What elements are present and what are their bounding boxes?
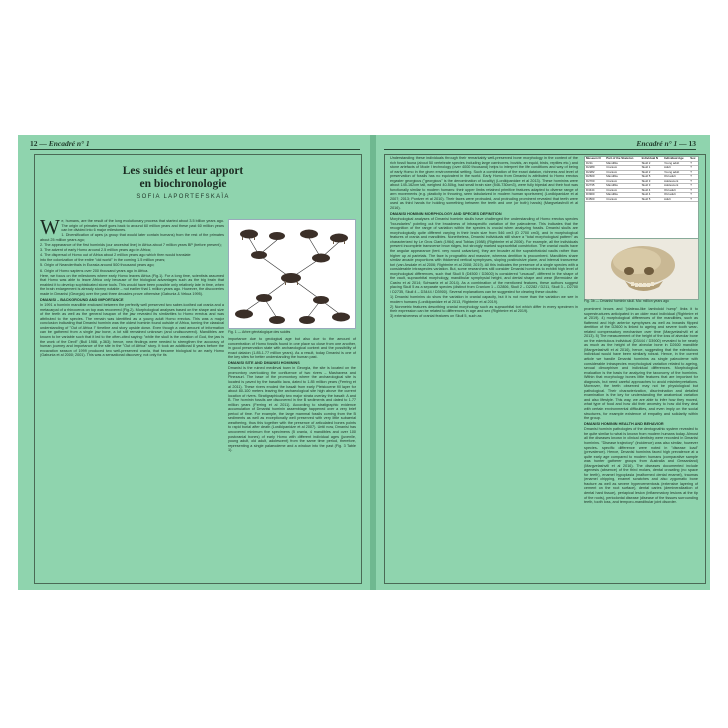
- milestone-item: into the colonization of the entire "old world" in the coming 1.5 million years;: [40, 258, 166, 263]
- right-page: [376, 135, 710, 590]
- table-cell: Mandible: [605, 193, 640, 198]
- right-column-1: [390, 156, 578, 579]
- table-cell: Mandible: [605, 175, 640, 180]
- left-section-label: Encadré n° 1: [48, 139, 90, 148]
- table-cell: Adult: [663, 166, 689, 171]
- paragraph-out-of-africa: Here, we focus on the milestones where early Homo leaves Africa (Fig.1). For a long time, scientists assumed that Homo was able to leave Africa only because of the biological advantages such as the big brain that enabled it to develop sophisticated stone tools. This would have been possible only relatively late in time, when the brain enlargement is already stormy notable – not earlier that 1 million years ago. However, the discoveries made in Dmanisi (Georgia) over the past three decades prove otherwise (Gabunia & Vekua 1995).: [40, 273, 224, 296]
- table-cell: Skull 5: [641, 197, 663, 202]
- explanation-list: [390, 295, 578, 319]
- left-page: [18, 135, 370, 590]
- title-line-2: en biochronologie: [139, 178, 227, 190]
- table-cell: D3444: [585, 188, 605, 193]
- table-cell: Skull 3: [641, 179, 663, 184]
- table-cell: Cranium: [605, 197, 640, 202]
- left-column-1: [40, 219, 224, 579]
- table-cell: Mandible: [605, 161, 640, 166]
- table-cell: Old adult: [663, 175, 689, 180]
- table-cell: Old adult: [663, 188, 689, 193]
- table-cell: Cranium: [605, 170, 640, 175]
- right-column-2: [584, 307, 698, 579]
- heading-morphology: DMANISI HOMININ MORPHOLOGY AND SPECIES DEFINITION: [390, 212, 502, 217]
- table-cell: ?: [689, 188, 698, 193]
- paragraph-site: Dmanisi is the ruined medieval town in Georgia, the site is located on the promontory overlooking the confluence of two rivers – Mashavera and Pinezaurl. The base of the promontory where the archaeological site is located is paved by the basaltic lava, dated to 1.85 million years (Ferring et al 2011). These rivers eroded the basalt from early Pleistocene fill layer for about 80-100 meters leaving the archaeological site high above the current location of rivers. Stratigraphically two major strata overlay the basalt: A and B. The hominin fossils are discovered in the B sediments and dated to 1.77 million years (Ferring et al 2011). According to stratigraphic evidence accumulation of Dmanisi hominin assemblage happened over a very brief period of time. For example, the large mammal fossils coming from the B sediments as well as exceptionally well preserved with very little subaerial weathering, thus this together with the presence of articulated bones points to rapid burial after death (Lordkipanidze et al 2007). Until now, Dmanisi has uncovered minimum five specimens (5 crania, 4 mandibles and over 100 postcranial bones) of early Homo with different individual ages (juvenile, young adult, old adult, adolescent) from the same time period, therefore, representing a single palaeodeme and a window into the past (Fig. 3 Table 1).: [228, 366, 356, 453]
- paragraph-health: Dmanisi hominin pathologies of the dentognathic system revealed to be quite similar to what is known from modern humans today. Almost all the diseases known in clinical dentistry were recorded in Dmanisi hominins. "Disease trajectory" (incidence) was also similar, however species- specific difference were noted in "disease load" (prevalence). Hence, Dmanisi hominins faced high prevalence at a quite early age compared to modern humans (comparative sample was hunter gatherer groups from Australia and Greaanland) (Margvelashvili et al 2016). The diseases documented include agenesis (absence) of the third molars, dental crowding (no space for teeth), enamel hypoplasia (malformed dental enamel), traumas (enamel chipping, enamel scratches and also zygomatic bone fracture as well as severe hypercementosis (extensive layering of cement on the root surface), dental caries (demineralization of dental hard tissue), periapical lesion (inflammatory lesions at the tip of the roots), periodontal disease (disease of the tissues surrounding teeth, tooth loss, and temporo-mandibular joint disorder.: [584, 427, 698, 505]
- table-cell: D4500: [585, 197, 605, 202]
- milestone-item: 6. Origin of Homo sapiens over 200 thousand years ago in Africa.: [40, 268, 149, 273]
- table-header-cell: Individual N: [641, 157, 663, 161]
- table-cell: ?: [689, 184, 698, 189]
- article-title: [98, 165, 268, 191]
- specimen-table: [585, 157, 698, 202]
- table-cell: Mandible: [605, 184, 640, 189]
- table-cell: Skull 4: [641, 188, 663, 193]
- table-cell: Cranium: [605, 179, 640, 184]
- milestone-list: [40, 233, 224, 273]
- article-author: SOFIA LAPORTEFSKAÏA: [136, 194, 230, 200]
- table-header-cell: Sex: [689, 157, 698, 161]
- table-cell: ?: [689, 193, 698, 198]
- left-running-head: 12 — Encadré n° 1: [30, 139, 90, 148]
- paragraph-variation: prominent brows and "plateau-like lambdoid hump" links it to superstructures anticipated in an older maxi individual (Rightmire et al 2019). 4) morphological differences of the mandibles, such as flattened and high anterior symphyses as well as inwards flipped dentition of the D2600 is linked to ageing and severe tooth wear-related compensatory mechanism over time (Margvelashvili et al 2013). 5) The measurement of the height of the loss of alveolar bone on the edentulous individual (D3444 / D3900) revealed to be nearly as much as the height of the alveolar bone in D2600 mandible (Margvelashvili et al 2016), hence, suggesting that the edentulous individual would have been similarly robust. Hence, in the current article we handle Dmanisi hominins as single paleodeme with considerable intraspecies morphological variation related to ageing, sexual dimorphism and individual differences. Morphological evaluation is the basis for analyzing the taxonomy of the hominins. Within that morphology bones little features that are important for diagnosis, but need careful approaches to avoid misinterpretations. Moreover, the teeth observed may not be physiological but pathological. Their characterization, discrimination and detailed examination is the key for understanding the anatomical variation and also lifestyle. This way, we are able to infer how they moved, what type of food and how did their ancestry to how did they deal with certain environmental difficulties, and even imply on the social structures, for example existence of empathy and solidarity within the group.: [584, 307, 698, 421]
- table-cell: D3900: [585, 193, 605, 198]
- table-cell: Young adult: [663, 170, 689, 175]
- heading-health: DMANISI HOMININ HEALTH AND BEHAVIOR: [584, 422, 664, 427]
- intro-paragraph: e, humans, are the result of the long evolutionary process that started about 3.5 billion years ago. The origin of primates itself goes back to around 60 million years and these past 60 million years can be divided into 6 major milestones.: [61, 219, 224, 233]
- table-cell: D211: [585, 161, 605, 166]
- table-body: [585, 161, 698, 202]
- milestone-item: 4. The dispersal of Homo out of Africa about 2 million years ago which then would translate: [40, 253, 191, 258]
- table-row: [585, 197, 698, 202]
- table-cell: ?: [689, 197, 698, 202]
- table-cell: ?: [689, 161, 698, 166]
- table-cell: Adult: [663, 197, 689, 202]
- right-header-rule: [384, 149, 696, 150]
- left-column-2: [228, 337, 356, 580]
- figure-1-caption: Fig. 1 — Arbre généalogique des suidés: [228, 330, 291, 334]
- left-header-rule: [30, 149, 360, 150]
- table-cell: Adolescent: [663, 179, 689, 184]
- table-cell: Skull 3: [641, 184, 663, 189]
- table-cell: ?: [689, 179, 698, 184]
- milestone-item: 1. Diversification of apes (a group that would later contain humans) from the rest of the primates about 25 million years ago;: [40, 233, 224, 242]
- table-cell: Old adult: [663, 193, 689, 198]
- explanation-item: 3) extensiveness of cranial features on Skull 5, such as: [390, 314, 482, 319]
- paragraph-importance: importance due to geological age but also due to the amount of concentration of Homo fossils found in one place so close from one another, in good preservation state with archaeological context and the possibility of exact dataion (1.85-1.77 million years). As a result, today Dmanisi is one of the key sites for better understanding the human past.: [228, 337, 356, 360]
- table-cell: Young adult: [663, 161, 689, 166]
- explanation-item: 1) Dmanisi hominins do show the variation in cranial capacity, but it is not more than the variation we see in modern humans (Lordkipanidze et al 2013, Rightmire et al 2019).: [390, 295, 578, 304]
- paragraph-discovery: In 1991 a hominin mandible enclosed between the perfectly well preserved two saber-toothed cat crania and a metacarpal of a rhinoceros on top was recovered (Fig.2). Morphological analyses based on the shape and size of the teeth as well as the general baupan of the jaw revealed its similarities to Homo erectus and was attributed to the species. The remain was identified as a young adult Homo erectus. This was a major conclusion indicating that Dmanisi hominin was the oldest hominin found outside of Africa, turning the classical understanding of "Out of Africa I" timeline and story upside down. Even though a vast amount of information can be gathered from a single jaw bone, a lot still remained unknown (and undiscovered). Mandibles are known to be variable such that it led to the often-cited saying: "while the skull is the creation of God, the jaw is the work of the Devil" (Bull 1988, p.363); hence, new findings were needed to strengthen the accuracy of human journey and importance of the site in the "Out of Africa" story. It took an additional 8 years before the excavation season of 1999 produced two well-preserved crania, that became biological to an early Homo (Gabunia et al 2000; 2001). This was a sensational discovery, not only for its: [40, 303, 224, 358]
- table-cell: Skull 2: [641, 170, 663, 175]
- table-cell: Skull 4: [641, 193, 663, 198]
- skull-photograph: [584, 238, 699, 300]
- table-cell: D2280: [585, 166, 605, 171]
- table-header-cell: Museum N: [585, 157, 605, 161]
- title-line-1: Les suidés et leur apport: [122, 165, 244, 177]
- table-cell: D2600: [585, 175, 605, 180]
- heading-site: DMANISI SITE AND DMANISI HOMININS: [228, 361, 300, 366]
- right-running-head: Encadré n° 1 — 13: [636, 139, 696, 148]
- milestone-item: 2. The appearance of the first hominids (our ancestral line) in Africa about 7 million years BP (before present);: [40, 242, 222, 247]
- right-section-label: Encadré n° 1: [636, 139, 678, 148]
- drop-cap: W: [40, 219, 60, 239]
- heading-background: DMANISI – BACKGROUND AND IMPORTANCE: [40, 298, 124, 302]
- table-cell: D2735: [585, 184, 605, 189]
- figure-3-caption: Fig. 3b — Dmanisi hominin skull. Ma: million years ago: [584, 299, 670, 303]
- specimen-table-panel: [584, 156, 699, 239]
- table-cell: Adolescent: [663, 184, 689, 189]
- table-cell: D2282: [585, 170, 605, 175]
- table-cell: ?: [689, 170, 698, 175]
- paragraph-individuals: Understanding these individuals through their remarkably well-preserved bone morphology in the context of the rich fossil fauna (about 50 vertebrate species including large carnivores, bovids, an equid, birds, reptiles etc.) and stone artefacts of Mode I technology (over 4000 thousand) helps to interpret the life conditions and way of being of early Homo in the given environmental setting. Such a combination of the exact dataion, richness and level of preservation of fossils has no equivalent in the world. Early Homo from Dmanisi is attributed to Homo erectus ergaster georgicus ("georgicus" is the denomination of locality) (Lordkipanidze et al 2013). These hominins were about 145-162cm tall, weighed 40-50kg, had small brain size (546-730cm3), were fully bipedal and their foot was functionally similar to modern humans: their upper limbs retained primitive features adapted to diverse range of arm movements (e.g. plasticity in throwing, seen tabularized in modern human sportsmen) (Lordkipanidze et al 2007; 2013; Pontzer et al 2010). Their faces were protruded, and protruding prominent revealed that teeth were used as third hands for holding something between the teeth and one (or both) hands) (Margvelashvili et al 2016).: [390, 156, 578, 211]
- right-folio: 13: [688, 139, 696, 148]
- table-cell: Skull 2: [641, 161, 663, 166]
- table-cell: Cranium: [605, 166, 640, 171]
- explanation-item: 2) Nonmetric features describing cranial morphology such as supraorbital tori which differ in every specimen in their expression can be related to differences in age and sex (Rightmire et al 2019).: [390, 304, 578, 314]
- milestone-item: 3. The advent of early Homo around 2.5 million years ago in Africa;: [40, 248, 151, 253]
- table-cell: ?: [689, 166, 698, 171]
- table-cell: Cranium: [605, 188, 640, 193]
- paragraph-morphology: Morphological analyses of Dmanisi hominin skulls have challenged the understanding of Homo erectus species "boundaries" pointing out the broadness of intraspecific variation of the paleodeme. This indicates that the recognition of the range of variation within the species is crucial when analyzing fossils. Dmanisi skulls are morphologically quite different varying in their brain size from 546 cm3 (D 2700 cm3), and in morphological features of crania and mandibles. Nonetheless, Dmanisi individuals still share a "total morphological pattern" as characterized by Le Gros Clark (1964) and Tobias (1988) (Rightmire et al 2006). For example, all the individuals present incomplete transverse brow ridges, but strongly marked supraorbital constriction. The cranial vaults have the angular appearance (tent. very round calvarium), they are broader at the suprainfratotal vaults rather than higher up at parietals. The face is prognathic and massive, whereas dentition is procumbent. Mandibles share similar arcade proportions with thickened vertical symphyses, sloping postincisive plane, and internal transverse tori (van Arsdale et al 2006; Rightmire et al 2008; 2019). All this indicates the presence of a single species with a considerable intraspecies variation. But, some researchers still consider Dmanisi hominins to exhibit high level of morphological differences, such that Skull 5 (D4500 / D2600) is considered "unusual", different in the shape of the vault, supraorbital morphology, mandibular symphysial height, and dental shape and wear (Bermúdez de Castro et al 2014; Schwartz et al 2014). As a combination of the mentioned features, these authors suggest placing Skull 5 as a separate species (distinct from Cranium 1 – D2806, Skull 2 – D2282 / D211, Skull 3 – D2700 / D2735, Skull 4 – D3444 / D3900). Several explanations can be suggested for clearing these doubts:: [390, 217, 578, 294]
- skull-illustration: [585, 239, 698, 299]
- suid-phylogeny-figure: [228, 219, 356, 329]
- table-cell: Skull 5: [641, 175, 663, 180]
- milestone-item: 5. Origin of Neanderthals in Eurasia around 500 thousand years ago;: [40, 263, 155, 268]
- suid-tree-illustration: [229, 220, 355, 328]
- table-cell: Skull 1: [641, 166, 663, 171]
- left-folio: 12: [30, 139, 38, 148]
- table-header-cell: Part of the Skeleton: [605, 157, 640, 161]
- table-cell: D2700: [585, 179, 605, 184]
- table-cell: ?: [689, 175, 698, 180]
- table-header-cell: Individual Age: [663, 157, 689, 161]
